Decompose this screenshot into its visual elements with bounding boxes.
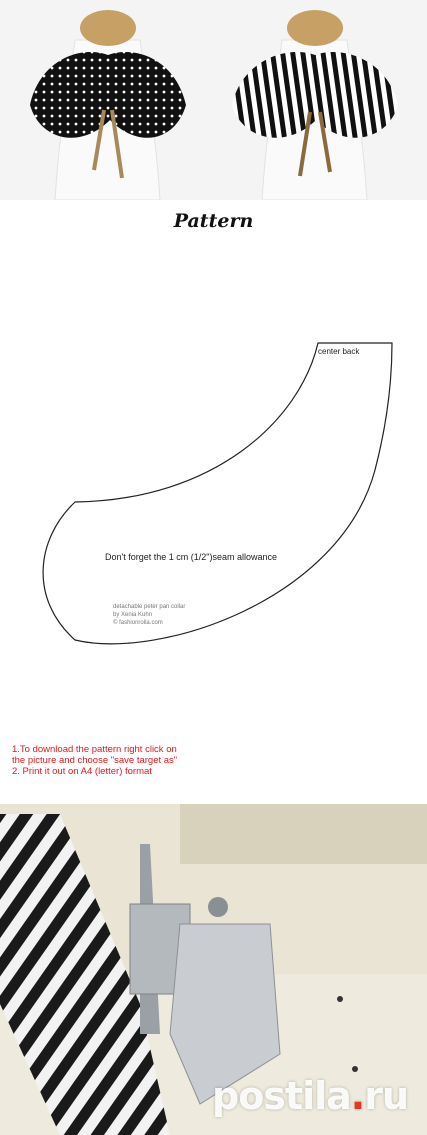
credit-line: © fashionrolla.com — [113, 620, 163, 626]
instruction-line: the picture and choose "save target as" — [12, 755, 178, 766]
watermark-suffix: ru — [364, 1074, 409, 1118]
center-back-label: center back — [318, 347, 360, 356]
collars-photo — [0, 0, 427, 200]
credit-line: by Xenia Kuhn — [113, 612, 153, 618]
watermark-prefix: postila — [212, 1074, 351, 1118]
seam-allowance-note: Don't forget the 1 cm (1/2")seam allowance — [105, 552, 277, 562]
instruction-line: 2. Print it out on A4 (letter) format — [12, 766, 152, 777]
watermark-dot: . — [350, 1074, 365, 1118]
pattern-credit — [113, 603, 185, 627]
pattern-outline — [0, 240, 427, 740]
credit-line: detachable peter pan collar — [113, 604, 186, 610]
page-title: Pattern — [173, 210, 254, 232]
collars-illustration — [0, 0, 427, 200]
download-instructions — [12, 744, 232, 777]
instruction-line: 1.To download the pattern right click on — [12, 744, 177, 755]
collar-pattern — [0, 240, 427, 740]
postila-watermark — [212, 1074, 408, 1118]
